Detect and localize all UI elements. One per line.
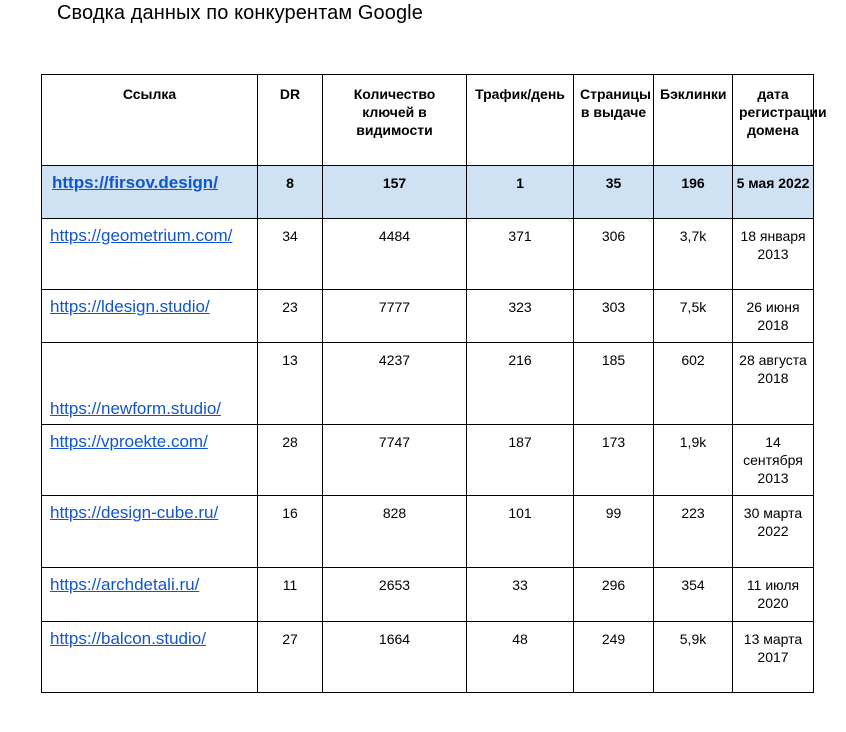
cell-backlinks: 5,9k bbox=[654, 622, 733, 693]
cell-pages: 185 bbox=[574, 343, 654, 425]
cell-traffic: 101 bbox=[467, 496, 574, 568]
cell-pages: 173 bbox=[574, 425, 654, 496]
table-row bbox=[42, 568, 814, 622]
cell-keys: 828 bbox=[323, 496, 467, 568]
cell-traffic: 323 bbox=[467, 290, 574, 343]
cell-date: 13 марта 2017 bbox=[733, 622, 814, 693]
cell-date: 18 января 2013 bbox=[733, 219, 814, 290]
table-row bbox=[42, 425, 814, 496]
cell-dr: 23 bbox=[258, 290, 323, 343]
col-header-traffic: Трафик/день bbox=[467, 75, 574, 166]
cell-keys: 2653 bbox=[323, 568, 467, 622]
col-header-link: Ссылка bbox=[42, 75, 258, 166]
cell-link bbox=[42, 290, 258, 343]
site-link[interactable]: https://balcon.studio/ bbox=[50, 629, 206, 648]
col-header-date: дата регистрации домена bbox=[733, 75, 814, 166]
cell-backlinks: 223 bbox=[654, 496, 733, 568]
cell-pages: 249 bbox=[574, 622, 654, 693]
table-row bbox=[42, 622, 814, 693]
site-link[interactable]: https://design-cube.ru/ bbox=[50, 503, 219, 522]
cell-backlinks: 3,7k bbox=[654, 219, 733, 290]
site-link[interactable]: https://vproekte.com/ bbox=[50, 432, 208, 451]
table-row bbox=[42, 166, 814, 219]
table-row bbox=[42, 219, 814, 290]
col-header-keys: Количество ключей в видимости bbox=[323, 75, 467, 166]
cell-date: 14 сентября 2013 bbox=[733, 425, 814, 496]
cell-pages: 296 bbox=[574, 568, 654, 622]
cell-backlinks: 1,9k bbox=[654, 425, 733, 496]
cell-date: 5 мая 2022 bbox=[733, 166, 814, 219]
cell-dr: 34 bbox=[258, 219, 323, 290]
cell-link bbox=[42, 496, 258, 568]
cell-dr: 28 bbox=[258, 425, 323, 496]
table-header-row bbox=[42, 75, 814, 166]
cell-backlinks: 196 bbox=[654, 166, 733, 219]
cell-date: 11 июля 2020 bbox=[733, 568, 814, 622]
table-row bbox=[42, 343, 814, 425]
cell-keys: 7777 bbox=[323, 290, 467, 343]
site-link[interactable]: https://firsov.design/ bbox=[52, 173, 218, 192]
table-row bbox=[42, 290, 814, 343]
col-header-dr: DR bbox=[258, 75, 323, 166]
cell-link bbox=[42, 622, 258, 693]
cell-link bbox=[42, 219, 258, 290]
cell-traffic: 48 bbox=[467, 622, 574, 693]
cell-keys: 7747 bbox=[323, 425, 467, 496]
cell-date: 28 августа 2018 bbox=[733, 343, 814, 425]
col-header-backlinks: Бэклинки bbox=[654, 75, 733, 166]
cell-backlinks: 602 bbox=[654, 343, 733, 425]
cell-link bbox=[42, 166, 258, 219]
cell-dr: 16 bbox=[258, 496, 323, 568]
cell-dr: 27 bbox=[258, 622, 323, 693]
cell-link bbox=[42, 568, 258, 622]
cell-dr: 13 bbox=[258, 343, 323, 425]
cell-keys: 1664 bbox=[323, 622, 467, 693]
cell-backlinks: 354 bbox=[654, 568, 733, 622]
table-row bbox=[42, 496, 814, 568]
cell-pages: 35 bbox=[574, 166, 654, 219]
cell-dr: 11 bbox=[258, 568, 323, 622]
cell-pages: 306 bbox=[574, 219, 654, 290]
cell-link bbox=[42, 425, 258, 496]
site-link[interactable]: https://geometrium.com/ bbox=[50, 226, 233, 245]
cell-traffic: 187 bbox=[467, 425, 574, 496]
cell-traffic: 216 bbox=[467, 343, 574, 425]
cell-date: 30 марта 2022 bbox=[733, 496, 814, 568]
cell-pages: 303 bbox=[574, 290, 654, 343]
cell-keys: 157 bbox=[323, 166, 467, 219]
cell-keys: 4237 bbox=[323, 343, 467, 425]
document-title: Сводка данных по конкурентам Google bbox=[57, 2, 423, 24]
cell-link bbox=[42, 343, 258, 425]
cell-backlinks: 7,5k bbox=[654, 290, 733, 343]
col-header-pages: Страницы в выдаче bbox=[574, 75, 654, 166]
cell-traffic: 371 bbox=[467, 219, 574, 290]
cell-dr: 8 bbox=[258, 166, 323, 219]
competitors-table bbox=[41, 74, 827, 693]
cell-keys: 4484 bbox=[323, 219, 467, 290]
site-link[interactable]: https://archdetali.ru/ bbox=[50, 575, 200, 594]
cell-traffic: 1 bbox=[467, 166, 574, 219]
cell-traffic: 33 bbox=[467, 568, 574, 622]
cell-date: 26 июня 2018 bbox=[733, 290, 814, 343]
cell-pages: 99 bbox=[574, 496, 654, 568]
site-link[interactable]: https://newform.studio/ bbox=[50, 399, 222, 418]
site-link[interactable]: https://ldesign.studio/ bbox=[50, 297, 210, 316]
